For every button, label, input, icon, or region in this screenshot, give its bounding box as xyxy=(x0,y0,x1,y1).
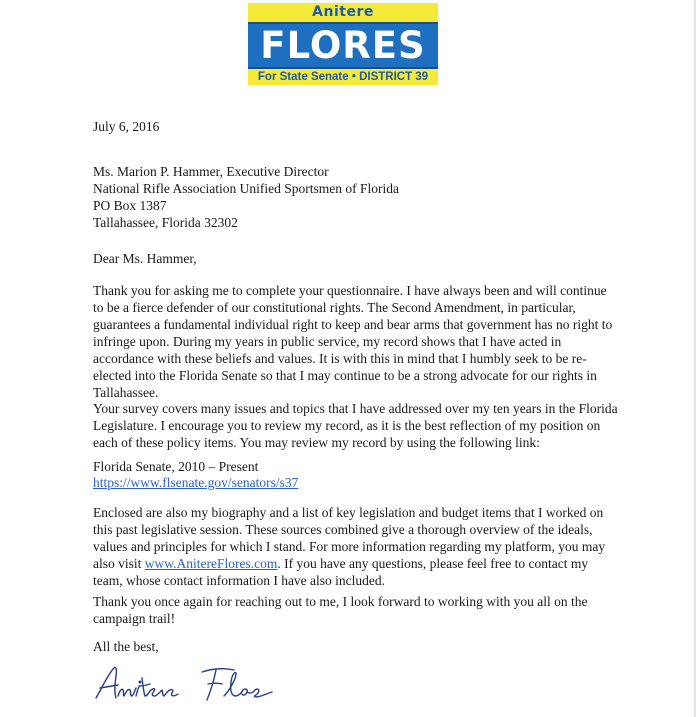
paragraph-3-text: . If you have any questions, please feel free to contact my xyxy=(277,556,589,571)
paragraph-3-line: Enclosed are also my biography and a list of key legislation and budget items that I worked on xyxy=(93,505,604,520)
paragraph-2-line: Legislature. I encourage you to review my record, as it is the best reflection of my position on xyxy=(93,418,601,433)
senate-record-label: Florida Senate, 2010 – Present xyxy=(93,459,259,474)
senate-record-link[interactable]: https://www.flsenate.gov/senators/s37 xyxy=(93,475,299,490)
paragraph-1-line: guarantees a fundamental individual right to keep and bear arms that government has no right to xyxy=(93,317,613,332)
campaign-logo xyxy=(248,3,438,85)
paragraph-1-line: elected into the Florida Senate so that I may continue to be a strong advocate for our rights in xyxy=(93,368,597,383)
paragraph-2-line: Your survey covers many issues and topics that I have addressed over my ten years in the Florida xyxy=(93,401,618,416)
closing: All the best, xyxy=(93,639,159,654)
campaign-website-link[interactable]: www.AnitereFlores.com xyxy=(144,556,278,571)
logo-last-name: FLORES xyxy=(248,22,438,69)
paragraph-1-line: Thank you for asking me to complete your questionnaire. I have always been and will continue xyxy=(93,283,607,298)
logo-office: For State Senate • DISTRICT 39 xyxy=(257,71,429,83)
paragraph-3-text: also visit xyxy=(93,556,145,571)
paragraph-1-line: Tallahassee. xyxy=(93,385,159,400)
handwritten-signature xyxy=(90,660,290,710)
paragraph-4-line: campaign trail! xyxy=(93,611,176,626)
paragraph-1-line: accordance with these beliefs and values. It is with this in mind that I humbly seek to be re- xyxy=(93,351,587,366)
recipient-line-4: Tallahassee, Florida 32302 xyxy=(93,215,238,230)
paragraph-3-line: team, whose contact information I have also included. xyxy=(93,573,386,588)
recipient-line-3: PO Box 1387 xyxy=(93,198,167,213)
paragraph-1-line: to be a fierce defender of our constitutional rights. The Second Amendment, in particular, xyxy=(93,300,576,315)
page-edge xyxy=(694,0,696,717)
paragraph-3-line: values and principles for which I stand. For more information regarding my platform, you may xyxy=(93,539,606,554)
logo-first-name: Anitere xyxy=(312,4,374,20)
paragraph-2-line: each of these policy items. You may review my record by using the following link: xyxy=(93,435,540,450)
paragraph-4-line: Thank you once again for reaching out to me, I look forward to working with you all on the xyxy=(93,594,588,609)
paragraph-3-line: this past legislative session. These sources combined give a thorough overview of the ideals, xyxy=(93,522,593,537)
letter-date: July 6, 2016 xyxy=(93,119,160,134)
recipient-line-2: National Rifle Association Unified Sportsmen of Florida xyxy=(93,181,399,196)
paragraph-1-line: infringe upon. During my years in public service, my record shows that I have acted in xyxy=(93,334,562,349)
recipient-line-1: Ms. Marion P. Hammer, Executive Director xyxy=(93,164,329,179)
paragraph-3-line-with-link xyxy=(93,555,588,573)
salutation: Dear Ms. Hammer, xyxy=(93,251,197,266)
